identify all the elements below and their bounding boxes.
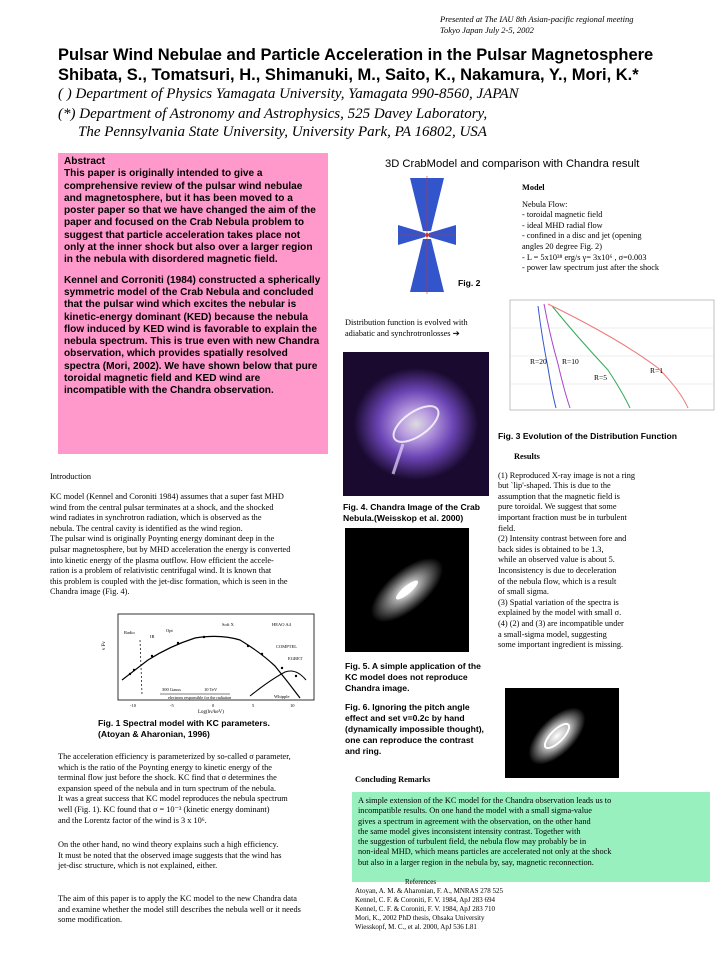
paper-title: Pulsar Wind Nebulae and Particle Acceleration in the Pulsar Magnetosphere (58, 46, 654, 64)
reference-item: Kennel, C. F. & Coroniti, F. V. 1984, ApJ 283 710 (355, 905, 495, 913)
model-line: Nebula Flow: (522, 199, 568, 209)
references (355, 878, 503, 932)
theory-line: It must be noted that the observed image suggests that the wind has (58, 850, 282, 860)
section-3d-heading: 3D CrabModel and comparison with Chandra result (385, 158, 640, 170)
conclusion-line: gives a spectrum in agreement with the observation, on the other hand (358, 816, 591, 826)
result-line: (4) (2) and (3) are incompatible under (498, 618, 624, 628)
intro-line: this problem is coupled with the jet-disc formation, which is seen in the (50, 576, 288, 586)
reference-item: Atoyan, A. M. & Aharonian, F. A., MNRAS 278 525 (355, 887, 504, 895)
presented-line-1: Presented at The IAU 8th Asian-pacific regional meeting (440, 14, 634, 24)
fig1-ic-curve (250, 671, 306, 696)
fig1-label-ir: IR (150, 634, 155, 639)
sigma-paragraph (58, 752, 291, 826)
result-item-2 (498, 534, 635, 598)
distribution-line: adiabatic and synchrotronlosses ➔ (345, 328, 460, 338)
abstract-box (58, 153, 328, 454)
aim-paragraph (58, 894, 301, 926)
fig1-xtick: 10 (290, 703, 295, 708)
fig6-caption-line: (dynamically impossible thought), (345, 724, 484, 734)
fig5-caption-line: Fig. 5. A simple application of the (345, 661, 481, 671)
intro-heading: Introduction (50, 472, 92, 481)
fig1-spectrum-plot (100, 610, 318, 716)
sigma-line: which is the ratio of the Poynting energy to kinetic energy of the (58, 762, 272, 772)
model-line: - toroidal magnetic field (522, 210, 603, 220)
model-line: angles 20 degree Fig. 2) (522, 241, 602, 251)
fig5-caption-line: Chandra image. (345, 683, 410, 693)
references-heading: References (405, 878, 437, 886)
conclusion-heading: Concluding Remarks (355, 775, 431, 784)
result-line: some important ingredient is missing. (498, 640, 624, 650)
result-line: a small-sigma model, suggesting (498, 629, 607, 639)
result-line: Inconsistency is due to deceleration (498, 565, 617, 575)
fig3-distribution-plot (508, 298, 716, 418)
fig4-nebula-glow (354, 368, 478, 480)
result-item-3 (498, 598, 635, 619)
intro-line: into kinetic energy of the plasma outflow. How efficient the accele- (50, 555, 274, 565)
fig6-caption (345, 702, 484, 757)
model-heading: Model (522, 183, 545, 192)
fig1-dashed-line (140, 640, 142, 694)
theory-paragraph (58, 840, 282, 872)
result-line: while an observed value is about 5. (498, 555, 615, 565)
abstract-paragraph-1: This paper is originally intended to give a comprehensive review of the pulsar wind nebulae and magnetosphere, but it has been moved to a poster paper so that we have changed the aim of the paper and focused on the Crab Nebula problem to suggest that particle acceleration takes place not only at the inner shock but also over a larger region in the nebula with disordered magnetic field. (64, 168, 316, 266)
fig6-caption-line: effect and set v=0.2c by hand (345, 713, 465, 723)
model-line: - confined in a disc and jet (opening (522, 231, 642, 241)
distribution-note (345, 318, 468, 339)
fig1-bottom-note: electrons responsible for the radiation (168, 695, 232, 700)
aim-line: and examine whether the model still describes the nebula well or it needs (58, 904, 301, 914)
intro-line: ration is a problem of relativistic centrifugal wind. It is known that (50, 566, 272, 576)
fig3-label-r10: R=10 (562, 357, 579, 366)
fig6-caption-line: one can reproduce the contrast (345, 735, 474, 745)
result-line: but `lip'-shaped. This is due to the (498, 481, 611, 491)
sigma-line: The acceleration efficiency is parameterized by so-called σ parameter, (58, 752, 291, 761)
fig1-caption (98, 718, 270, 740)
reference-item: Wiesskopf, M. C., et al. 2000, ApJ 536 L81 (355, 923, 477, 931)
reference-item: Kennel, C. F. & Coroniti, F. V. 1984, ApJ 283 694 (355, 896, 495, 904)
fig1-xlabel: Log(hν/keV) (198, 710, 224, 715)
model-line: - L = 5x10³⁸ erg/s γ= 3x10⁶ , σ=0.003 (522, 252, 647, 262)
aim-line: some modification. (58, 915, 123, 925)
intro-line: nebula. The central cavity is identified as the wind region. (50, 523, 243, 533)
distribution-line: Distribution function is evolved with (345, 318, 468, 327)
fig1-label-comptel: COMPTEL (276, 644, 298, 649)
result-line: assumption that the magnetic field is (498, 491, 620, 501)
abstract-paragraph-2: Kennel and Corroniti (1984) constructed a spherically symmetric model of the Crab Nebula and concluded that the pulsar wind which excites the nebular is kinetic-energy dominant (KED) because the nebula flow induced by KED wind is favorable to explain the nebula spectrum. This is true even with new Chandra observation, which provides spatially resolved spectra (Mori, 2002). We have shown below that pure toroidal magnetic field and KED wind are incompatible with the Chandra observation. (64, 274, 321, 397)
affiliation-3: The Pennsylvania State University, University Park, PA 16802, USA (78, 124, 487, 140)
fig1-xtick: 5 (252, 703, 255, 708)
model-line: - ideal MHD radial flow (522, 220, 603, 230)
result-line: of small sigma. (498, 587, 549, 597)
fig3-caption: Fig. 3 Evolution of the Distribution Function (498, 431, 678, 441)
fig6-caption-line: Fig. 6. Ignoring the pitch angle (345, 702, 470, 712)
result-line: (2) Intensity contrast between fore and (498, 534, 627, 544)
intro-line: The pulsar wind is originally Poynting energy dominant deep in the (50, 534, 275, 544)
fig4-caption-line-2: Nebula.(Weisskop et al. 2000) (343, 513, 464, 523)
fig2-pulsar-dot (425, 233, 429, 237)
fig4-caption (343, 502, 480, 524)
result-line: back sides is obtained to be 1.3, (498, 544, 604, 554)
affiliation-2: (*) Department of Astronomy and Astrophysics, 525 Davey Laboratory, (58, 106, 488, 122)
fig2-label: Fig. 2 (458, 278, 481, 288)
conclusion-line: A simple extension of the KC model for the Chandra observation leads us to (358, 796, 612, 805)
sigma-line: well (Fig. 1). KC found that σ = 10⁻³ (kinetic energy dominant) (58, 804, 270, 814)
fig1-label-radio: Radio (124, 630, 135, 635)
reference-item: Mori, K., 2002 PhD thesis, Ohsaka University (355, 914, 485, 922)
paper-authors: Shibata, S., Tomatsuri, H., Shimanuki, M., Saito, K., Nakamura, Y., Mori, K.* (58, 66, 639, 84)
fig3-label-r5: R=5 (594, 373, 607, 382)
intro-line: wind from the central pulsar terminates at a shock, and the shocked (50, 502, 274, 512)
conclusion-box (352, 792, 710, 882)
fig3-label-r20: R=20 (530, 357, 547, 366)
theory-line: On the other hand, no wind theory explains such a high efficiency. (58, 840, 279, 849)
sigma-line: It was a great success that KC model reproduces the nebula spectrum (58, 794, 288, 804)
result-item-1 (498, 471, 635, 535)
fig1-label-300gauss: 300 Gauss (162, 687, 181, 692)
sigma-line: and the Lorentz factor of the wind is 3 x 10⁶. (58, 815, 207, 825)
fig3-frame (510, 300, 714, 410)
result-line: explained by the model with small σ. (498, 608, 622, 618)
fig5-caption-line: KC model does not reproduce (345, 672, 468, 682)
fig1-label-softx: Soft X (222, 622, 234, 627)
fig1-ylabel: ν Fν (102, 641, 107, 650)
fig1-label-whipple: Whipple (274, 694, 290, 699)
fig3-label-r1: R=1 (650, 366, 663, 375)
conclusion-line: non-ideal MHD, which means particles are accelerated not only at the shock (358, 847, 612, 857)
model-description (522, 183, 659, 274)
fig5-caption (345, 661, 481, 694)
abstract-heading: Abstract (64, 156, 105, 167)
fig2-disc-jet-diagram (398, 176, 456, 294)
sigma-line: expansion speed of the nebula and in turn spectrum of the nebula. (58, 783, 276, 793)
theory-line: jet-disc structure, which is not explained, either. (58, 861, 218, 871)
result-line: important fraction must be in turbulent (498, 512, 627, 522)
intro-line: Chandra image (Fig. 4). (50, 587, 130, 597)
fig1-caption-line-2: (Atoyan & Aharonian, 1996) (98, 729, 210, 739)
conclusion-line: but also in a larger region in the nebula by, say, magnetic reconnection. (358, 857, 594, 867)
fig5-model-image (345, 528, 469, 652)
results-heading: Results (514, 452, 540, 461)
conclusion-line: the suggestion of turbulent field, the nebula flow may probably be in (358, 837, 587, 847)
conclusion-line: the same model gives inconsistent intensity contrast. Together with (358, 826, 581, 836)
fig1-label-opt: Opt (166, 628, 173, 633)
results-section (498, 452, 635, 651)
sigma-line: terminal flow just before the shock. KC find that σ determines the (58, 773, 277, 783)
fig1-label-10tev: 10 TeV (204, 687, 218, 692)
result-line: of the nebula flow, which is a result (498, 576, 617, 586)
conclusion-line: incompatible results. On one hand the model with a small sigma-value (358, 806, 592, 816)
result-line: pure toroidal. We suggest that some (498, 502, 617, 512)
fig4-chandra-image (343, 352, 489, 496)
affiliation-1: ( ) Department of Physics Yamagata University, Yamagata 990-8560, JAPAN (58, 86, 519, 102)
intro-line: wind radiates in synchrotron radiation, which is observed as the (50, 513, 262, 523)
result-line: (3) Spatial variation of the spectra is (498, 597, 619, 607)
fig1-xtick: 0 (212, 703, 215, 708)
fig1-xtick: -5 (170, 703, 174, 708)
fig6-caption-line: and ring. (345, 746, 382, 756)
fig4-caption-line-1: Fig. 4. Chandra Image of the Crab (343, 502, 481, 512)
intro-line: pulsar magnetosphere, but by MHD acceleration the energy is converted (50, 544, 291, 554)
fig1-label-heao: HEAO A4 (272, 622, 291, 627)
result-item-4 (498, 619, 635, 651)
fig1-xtick: -10 (130, 703, 136, 708)
intro-line: KC model (Kennel and Coroniti 1984) assumes that a super fast MHD (50, 492, 284, 501)
fig1-label-egret: EGRET (288, 656, 303, 661)
aim-line: The aim of this paper is to apply the KC model to the new Chandra data (58, 894, 297, 903)
result-line: (1) Reproduced X-ray image is not a ring (498, 470, 636, 480)
fig6-ring-image (505, 688, 619, 778)
fig1-caption-line-1: Fig. 1 Spectral model with KC parameters. (98, 718, 270, 728)
presented-note (440, 14, 710, 36)
intro-text (50, 492, 290, 598)
model-line: - power law spectrum just after the shock (522, 263, 660, 273)
result-line: field. (498, 523, 516, 533)
presented-line-2: Tokyo Japan July 2-5, 2002 (440, 25, 534, 35)
